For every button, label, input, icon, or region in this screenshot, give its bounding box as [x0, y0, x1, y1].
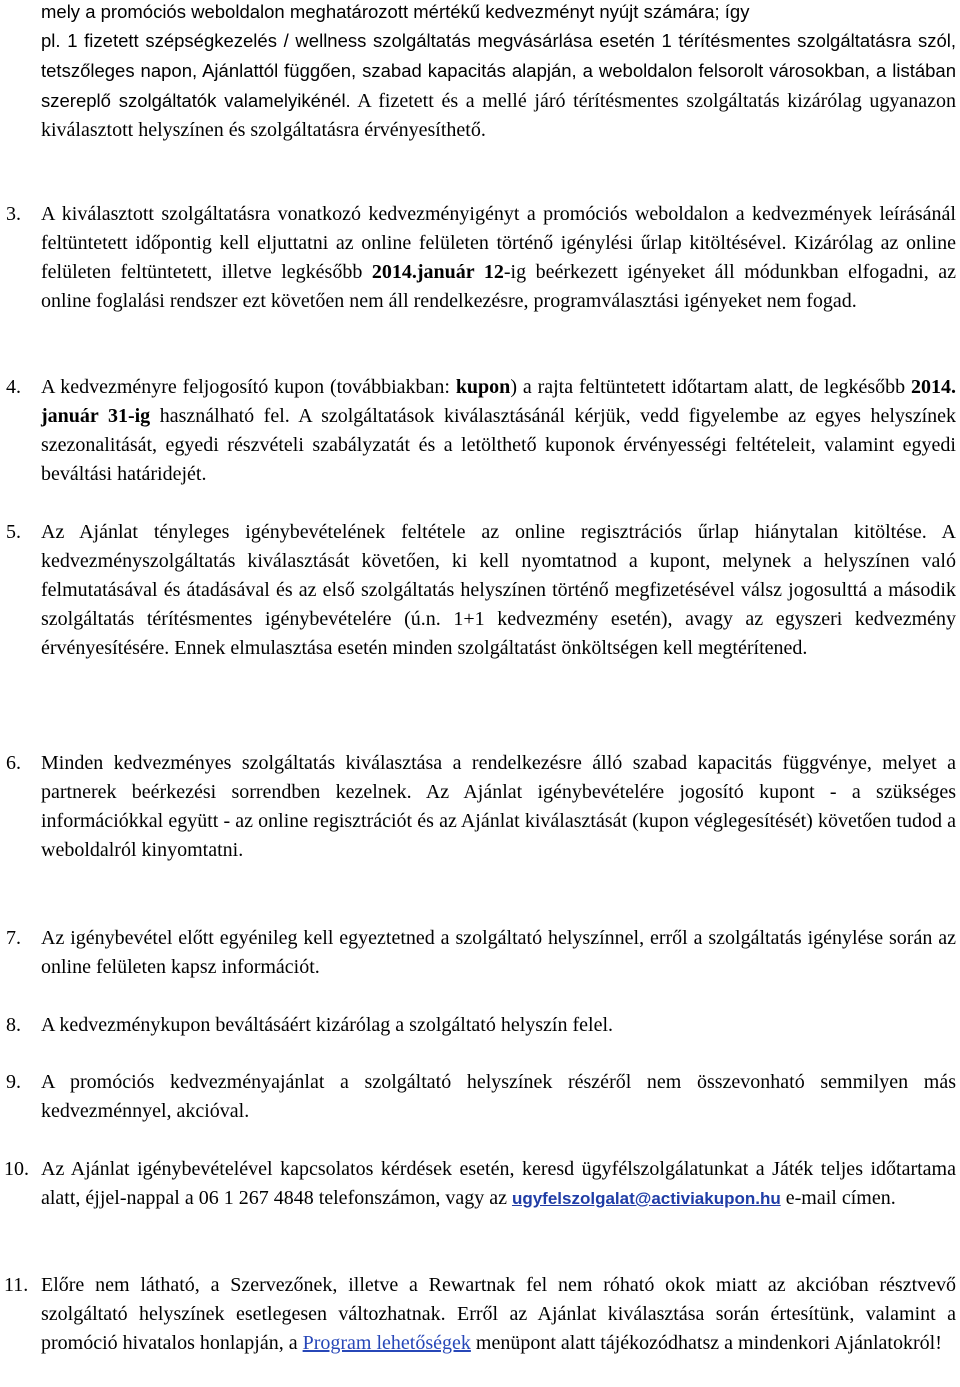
list-number: 10.	[4, 1158, 29, 1180]
list-item-text: Előre nem látható, a Szervezőnek, illetve a Rewartnak fel nem róható okok miatt az akcióban résztvevő szolgáltató helyszínek esetlegesen változhatnak. Erről az Ajánlat kiválasztása során értesítünk, valamint a promóció hivatalos honlapján, a Program lehetőségek menüpont alatt tájékozódhatsz a mindenkori Ajánlatokról!	[41, 1274, 956, 1354]
expiry-date: 2014. január 31-ig	[41, 376, 957, 427]
list-item-text: A kedvezménykupon beváltásáért kizárólag a szolgáltató helyszín felel.	[41, 1014, 614, 1036]
paragraph-2-text-a: pl. 1 fizetett szépségkezelés / wellness szolgáltatás megvásárlása esetén 1 térítésmentes szolgáltatásra szól, tetszőleges napon, Ajánlattól függően, szabad kapacitás alapján, a weboldalon felsorolt városokban, a listában szereplő szolgáltatók valamelyikénél.	[41, 30, 956, 111]
paragraph-2-text-b: A fizetett és a mellé járó térítésmentes szolgáltatás kizárólag ugyanazon kiválasztott helyszínen és szolgáltatásra érvényesíthető.	[41, 90, 956, 141]
list-item-text: Az igénybevétel előtt egyénileg kell egyeztetned a szolgáltató helyszínnel, erről a szolgáltatás igénylése során az online felületen kapsz információt.	[41, 927, 956, 978]
list-number: 4.	[6, 376, 21, 398]
list-number: 5.	[6, 521, 21, 543]
list-item-text: Az Ajánlat igénybevételével kapcsolatos kérdések esetén, keresd ügyfélszolgálatunkat a Játék teljes időtartama alatt, éjjel-nappal a 06 1 267 4848 telefonszámon, vagy az ugyfelszolgalat@activiakupon.hu e-mail címen.	[41, 1158, 956, 1209]
paragraph-2-line: mely a promóciós weboldalon meghatározott mértékű kedvezményt nyújt számára; így	[41, 1, 750, 22]
list-item-text: A promóciós kedvezményajánlat a szolgáltató helyszínek részéről nem összevonható semmilyen más kedvezménnyel, akcióval.	[41, 1071, 956, 1122]
list-item-text: Az Ajánlat tényleges igénybevételének feltétele az online regisztrációs űrlap hiánytalan kitöltése. A kedvezményszolgáltatás kiválasztását követően, ki kell nyomtatnod a kupont, melynek a helyszínen való felmutatásával és átadásával és az első szolgáltatás helyszínen történő megfizetésével válsz jogosulttá a második szolgáltatás térítésmentes igénybevételére (ú.n. 1+1 kedvezmény esetén), avagy az egyszeri kedvezmény érvényesítésére. Ennek elmulasztása esetén minden szolgáltatást önköltségen kell megtérítened.	[41, 521, 956, 659]
deadline-date: 2014.január 12	[371, 261, 504, 283]
term-kupon: kupon	[455, 376, 511, 398]
list-item-text: A kedvezményre feljogosító kupon (továbbiakban: kupon) a rajta feltüntetett időtartam alatt, de legkésőbb 2014. január 31-ig használható fel. A szolgáltatások kiválasztásánál kérjük, vedd figyelembe az egyes helyszínek szezonalitását, egyedi részvételi szabályzatát és a letölthető kuponok érvényességi feltételeit, valamint egyedi beváltási határidejét.	[41, 376, 957, 485]
program-options-link[interactable]: Program lehetőségek	[302, 1332, 471, 1354]
list-item-text: Minden kedvezményes szolgáltatás kiválasztása a rendelkezésre álló szabad kapacitás függvénye, melyet a partnerek beérkezési sorrendben kezelnek. Az Ajánlat igénybevételére jogosító kupont - a szükséges információkkal együtt - az online regisztrációt és az Ajánlat kiválasztását (kupon véglegesítését) követően tudod a weboldalról kinyomtatni.	[41, 752, 956, 861]
list-number: 8.	[6, 1014, 21, 1036]
list-number: 11.	[4, 1274, 29, 1296]
list-number: 7.	[6, 927, 21, 949]
list-item-text: A kiválasztott szolgáltatásra vonatkozó kedvezményigényt a promóciós weboldalon a kedvezmények leírásánál feltüntetett időpontig kell eljuttatni az online felületen történő igénylési űrlap kitöltésével. Kizárólag az online felületen feltüntetett, illetve legkésőbb 2014.január 12-ig beérkezett igényeket áll módunkban elfogadni, az online foglalási rendszer ezt követően nem áll rendelkezésre, programválasztási igényeket nem fogad.	[41, 203, 957, 312]
support-email-link[interactable]: ugyfelszolgalat@activiakupon.hu	[511, 1189, 781, 1208]
list-number: 6.	[6, 752, 21, 774]
list-number: 9.	[6, 1071, 21, 1093]
list-number: 3.	[6, 203, 21, 225]
